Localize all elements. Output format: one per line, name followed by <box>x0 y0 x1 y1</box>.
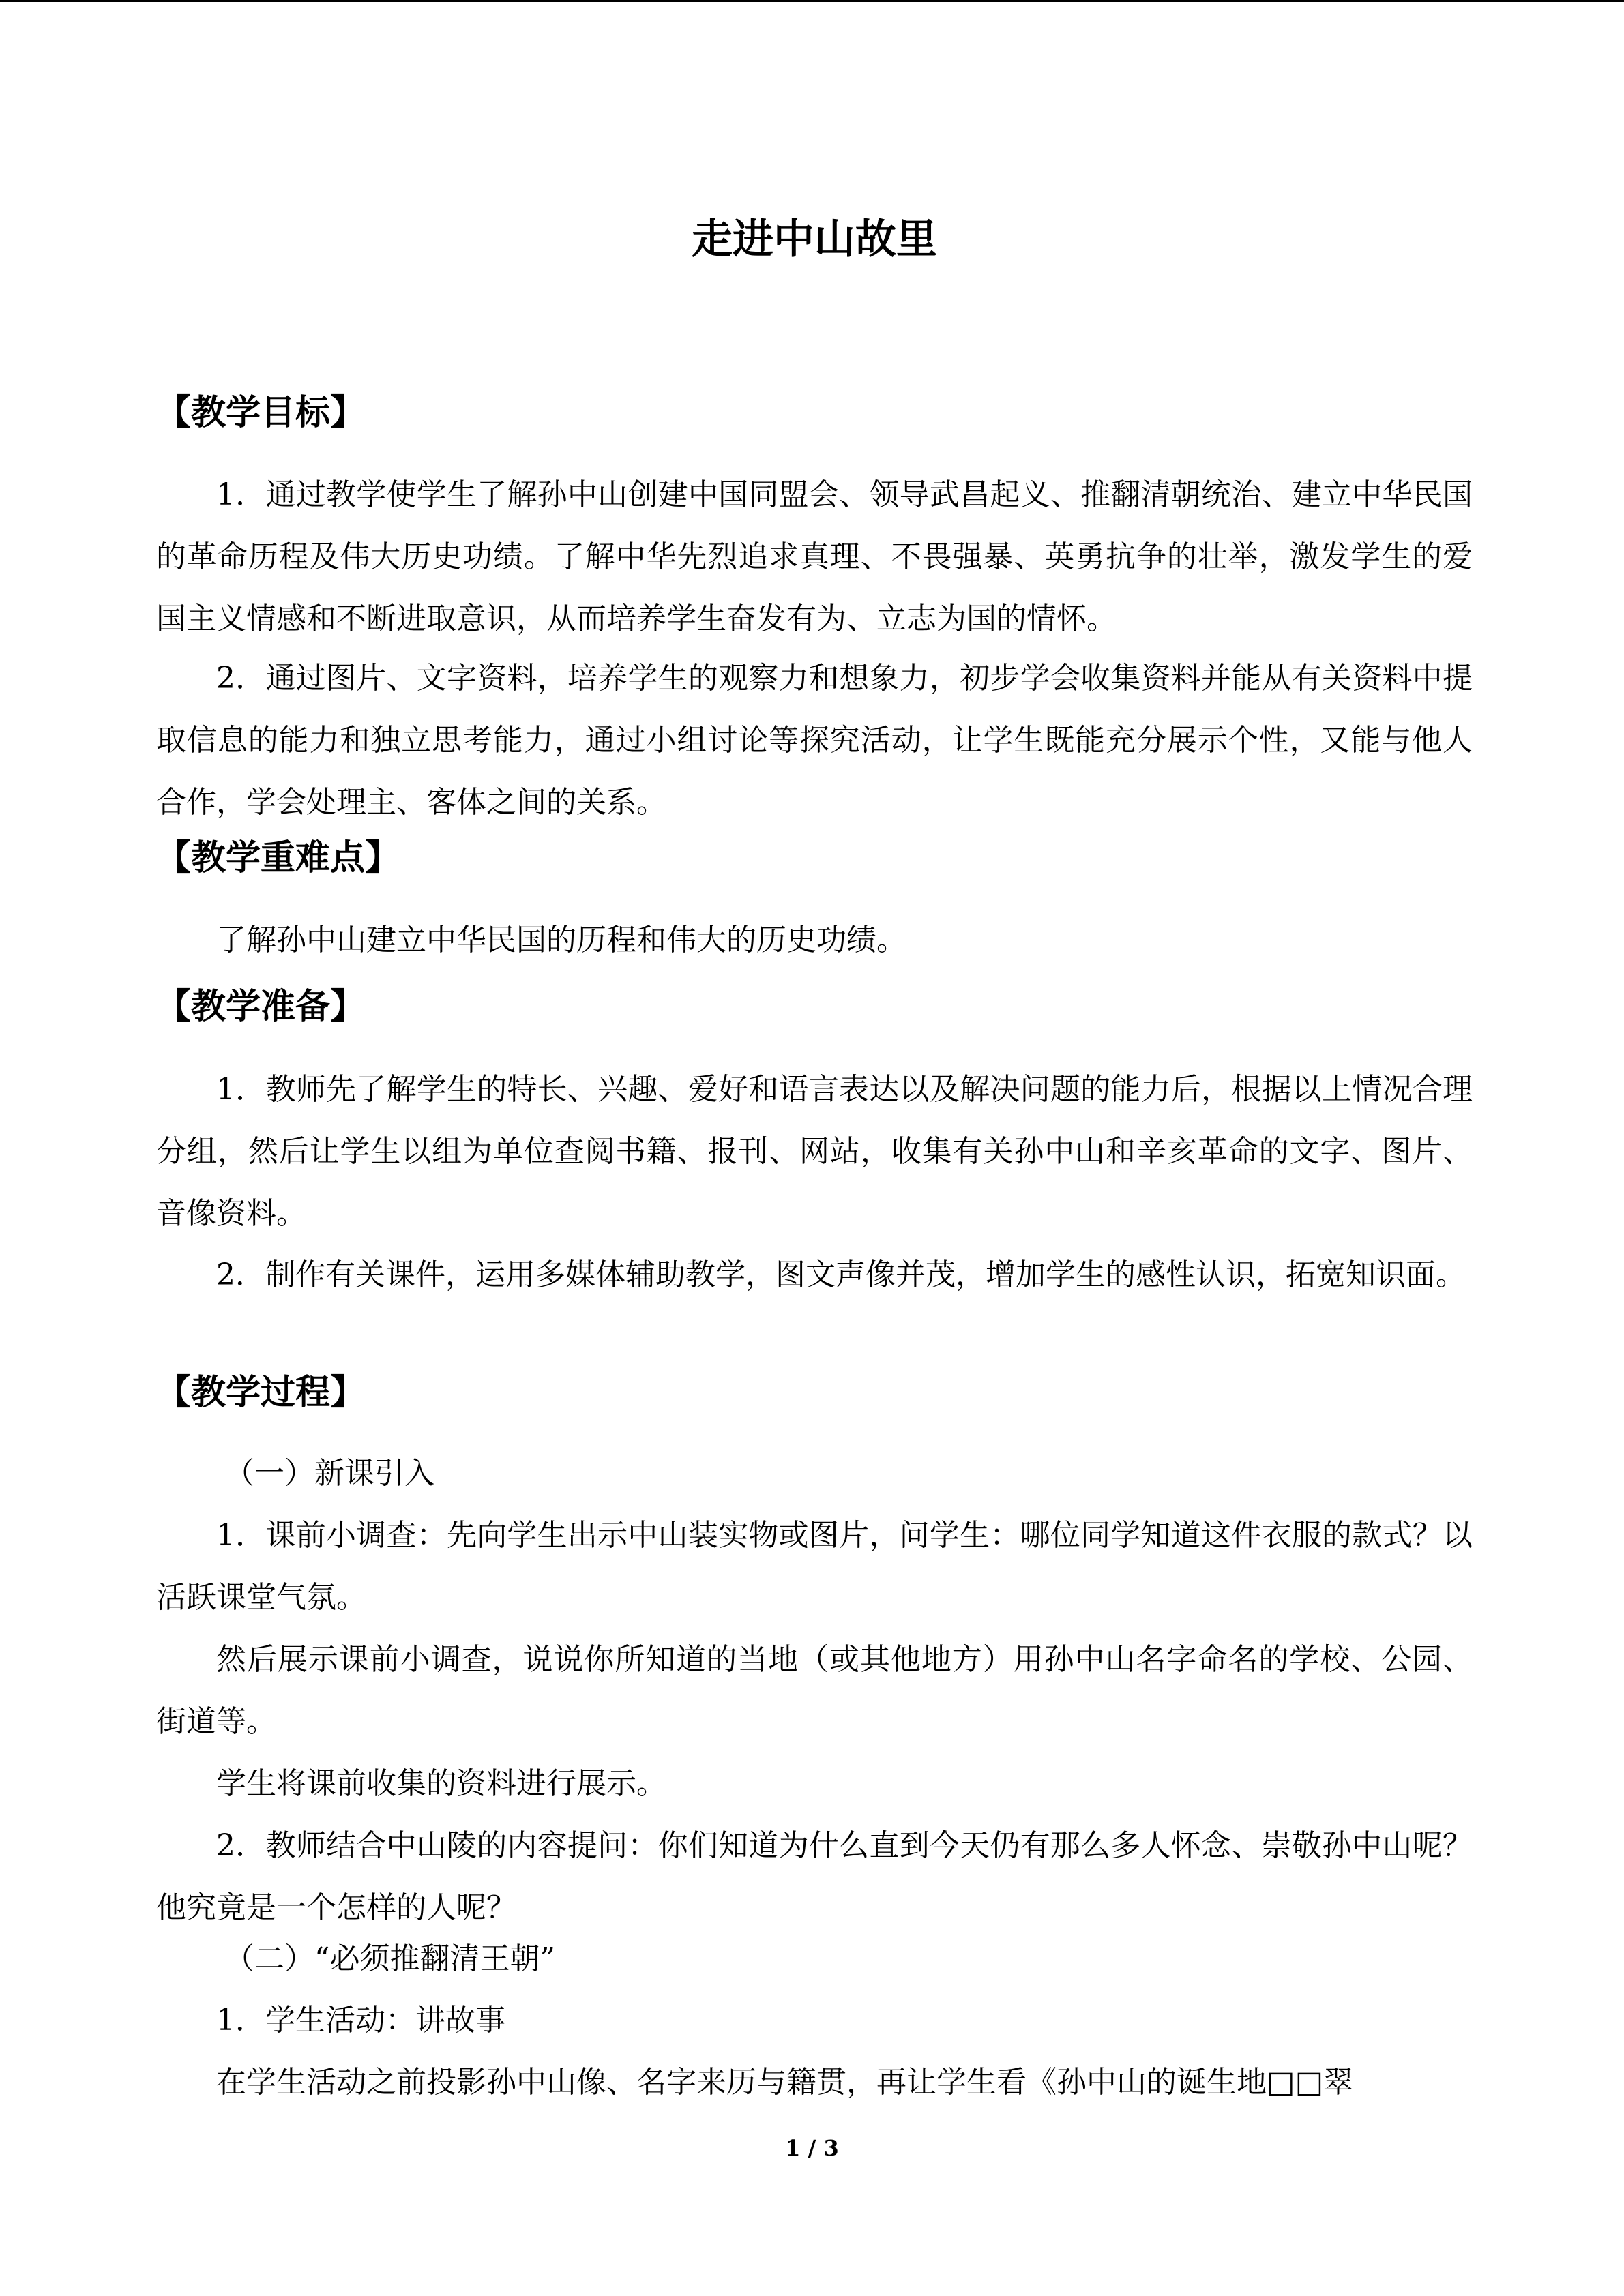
process-paragraph-3: 学生将课前收集的资料进行展示。 <box>216 1766 666 1801</box>
top-border <box>0 0 1624 2</box>
process-subheading-2: （二）“必须推翻清王朝” <box>224 1941 555 1976</box>
process-paragraph-4: 2．教师结合中山陵的内容提问：你们知道为什么直到今天仍有那么多人怀念、崇敬孙中山呢？他究竟是一个怎样的人呢？ <box>156 1828 1473 1925</box>
process-paragraph-2: 然后展示课前小调查，说说你所知道的当地（或其他地方）用孙中山名字命名的学校、公园、街道等。 <box>156 1642 1473 1739</box>
preparation-paragraph-2: 2．制作有关课件，运用多媒体辅助教学，图文声像并茂，增加学生的感性认识，拓宽知识面。 <box>216 1257 1466 1292</box>
heading-teaching-goals: 【教学目标】 <box>156 393 366 433</box>
goals-paragraph-2: 2．通过图片、文字资料，培养学生的观察力和想象力，初步学会收集资料并能从有关资料中提取信息的能力和独立思考能力，通过小组讨论等探究活动，让学生既能充分展示个性，又能与他人合作，学会处理主、客体之间的关系。 <box>156 661 1473 820</box>
goals-paragraph-1: 1．通过教学使学生了解孙中山创建中国同盟会、领导武昌起义、推翻清朝统治、建立中华民国的革命历程及伟大历史功绩。了解中华先烈追求真理、不畏强暴、英勇抗争的壮举，激发学生的爱国主义情感和不断进取意识，从而培养学生奋发有为、立志为国的情怀。 <box>156 477 1473 636</box>
page-number: 1 / 3 <box>785 2135 839 2161</box>
heading-preparation: 【教学准备】 <box>156 987 366 1027</box>
key-points-paragraph: 了解孙中山建立中华民国的历程和伟大的历史功绩。 <box>216 923 906 957</box>
heading-teaching-process: 【教学过程】 <box>156 1373 366 1413</box>
process-paragraph-5: 1．学生活动：讲故事 <box>216 2003 505 2038</box>
process-paragraph-6: 在学生活动之前投影孙中山像、名字来历与籍贯，再让学生看《孙中山的诞生地□□翠 <box>216 2065 1354 2100</box>
document-title: 走进中山故里 <box>692 215 937 263</box>
heading-key-points: 【教学重难点】 <box>156 838 400 878</box>
preparation-paragraph-1: 1．教师先了解学生的特长、兴趣、爱好和语言表达以及解决问题的能力后，根据以上情况合理分组，然后让学生以组为单位查阅书籍、报刊、网站，收集有关孙中山和辛亥革命的文字、图片、音像资料。 <box>156 1072 1473 1231</box>
process-paragraph-1: 1．课前小调查：先向学生出示中山装实物或图片，问学生：哪位同学知道这件衣服的款式？以活跃课堂气氛。 <box>156 1518 1473 1615</box>
process-subheading-1: （一）新课引入 <box>224 1456 434 1491</box>
